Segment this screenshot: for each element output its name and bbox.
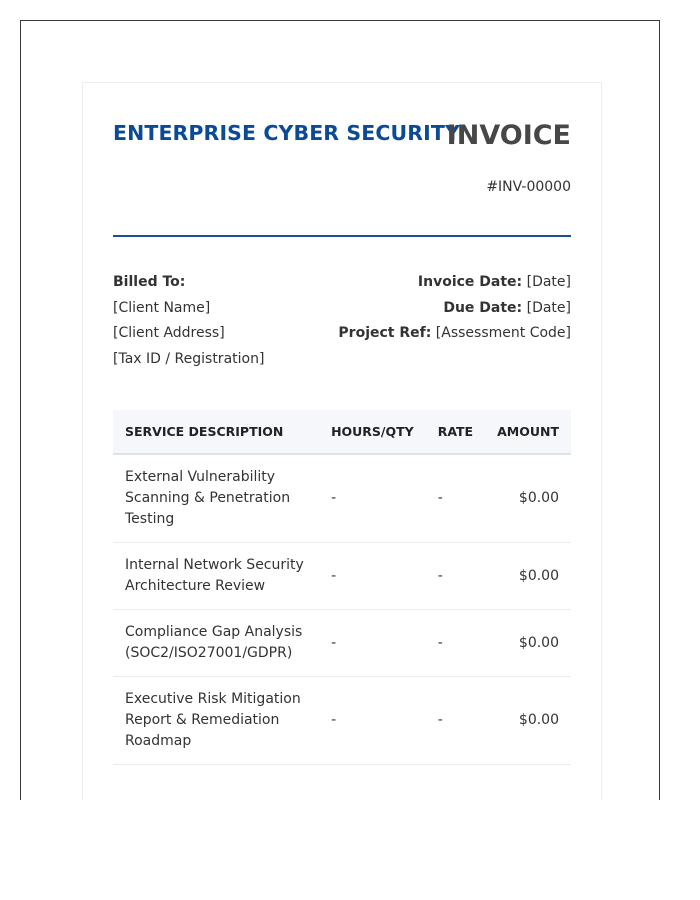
invoice-title: INVOICE <box>446 120 571 151</box>
table-header-row <box>113 410 571 454</box>
page-frame <box>20 20 660 800</box>
column-header-rate: RATE <box>426 410 485 454</box>
service-qty: - <box>319 454 426 543</box>
services-table <box>113 410 571 765</box>
service-qty: - <box>319 610 426 677</box>
service-rate: - <box>426 677 485 765</box>
column-header-amount: AMOUNT <box>485 410 571 454</box>
service-rate: - <box>426 543 485 610</box>
service-description: Compliance Gap Analysis (SOC2/ISO27001/GDPR) <box>113 610 319 677</box>
invoice-date-row <box>338 270 571 296</box>
billed-to-label: Billed To: <box>113 274 186 290</box>
due-date-value: [Date] <box>526 299 571 316</box>
header-divider <box>113 235 571 237</box>
service-rate: - <box>426 454 485 543</box>
billed-to-block <box>113 270 264 372</box>
project-ref-label: Project Ref: <box>338 325 432 341</box>
invoice-date-value: [Date] <box>526 274 571 290</box>
invoice-meta-block <box>338 270 571 347</box>
due-date-row <box>338 296 571 322</box>
service-description: Executive Risk Mitigation Report & Remediation Roadmap <box>113 677 319 765</box>
table-row <box>113 543 571 610</box>
table-row <box>113 677 571 765</box>
table-row <box>113 610 571 677</box>
service-amount: $0.00 <box>485 454 571 543</box>
project-ref-row <box>338 321 571 347</box>
invoice-date-label: Invoice Date: <box>417 274 523 290</box>
service-description: Internal Network Security Architecture Review <box>113 543 319 610</box>
service-description: External Vulnerability Scanning & Penetration Testing <box>113 454 319 543</box>
client-tax-id: [Tax ID / Registration] <box>113 350 265 367</box>
service-amount: $0.00 <box>485 543 571 610</box>
table-row <box>113 454 571 543</box>
service-amount: $0.00 <box>485 610 571 677</box>
service-rate: - <box>426 610 485 677</box>
company-name: ENTERPRISE CYBER SECURITY <box>113 121 460 145</box>
client-name: [Client Name] <box>113 299 211 316</box>
client-address: [Client Address] <box>113 325 225 341</box>
due-date-label: Due Date: <box>443 299 523 316</box>
column-header-qty: HOURS/QTY <box>319 410 426 454</box>
project-ref-value: [Assessment Code] <box>435 325 571 341</box>
invoice-sheet <box>82 82 602 800</box>
service-qty: - <box>319 677 426 765</box>
invoice-number: #INV-00000 <box>486 179 571 195</box>
service-amount: $0.00 <box>485 677 571 765</box>
service-qty: - <box>319 543 426 610</box>
column-header-description: SERVICE DESCRIPTION <box>113 410 319 454</box>
